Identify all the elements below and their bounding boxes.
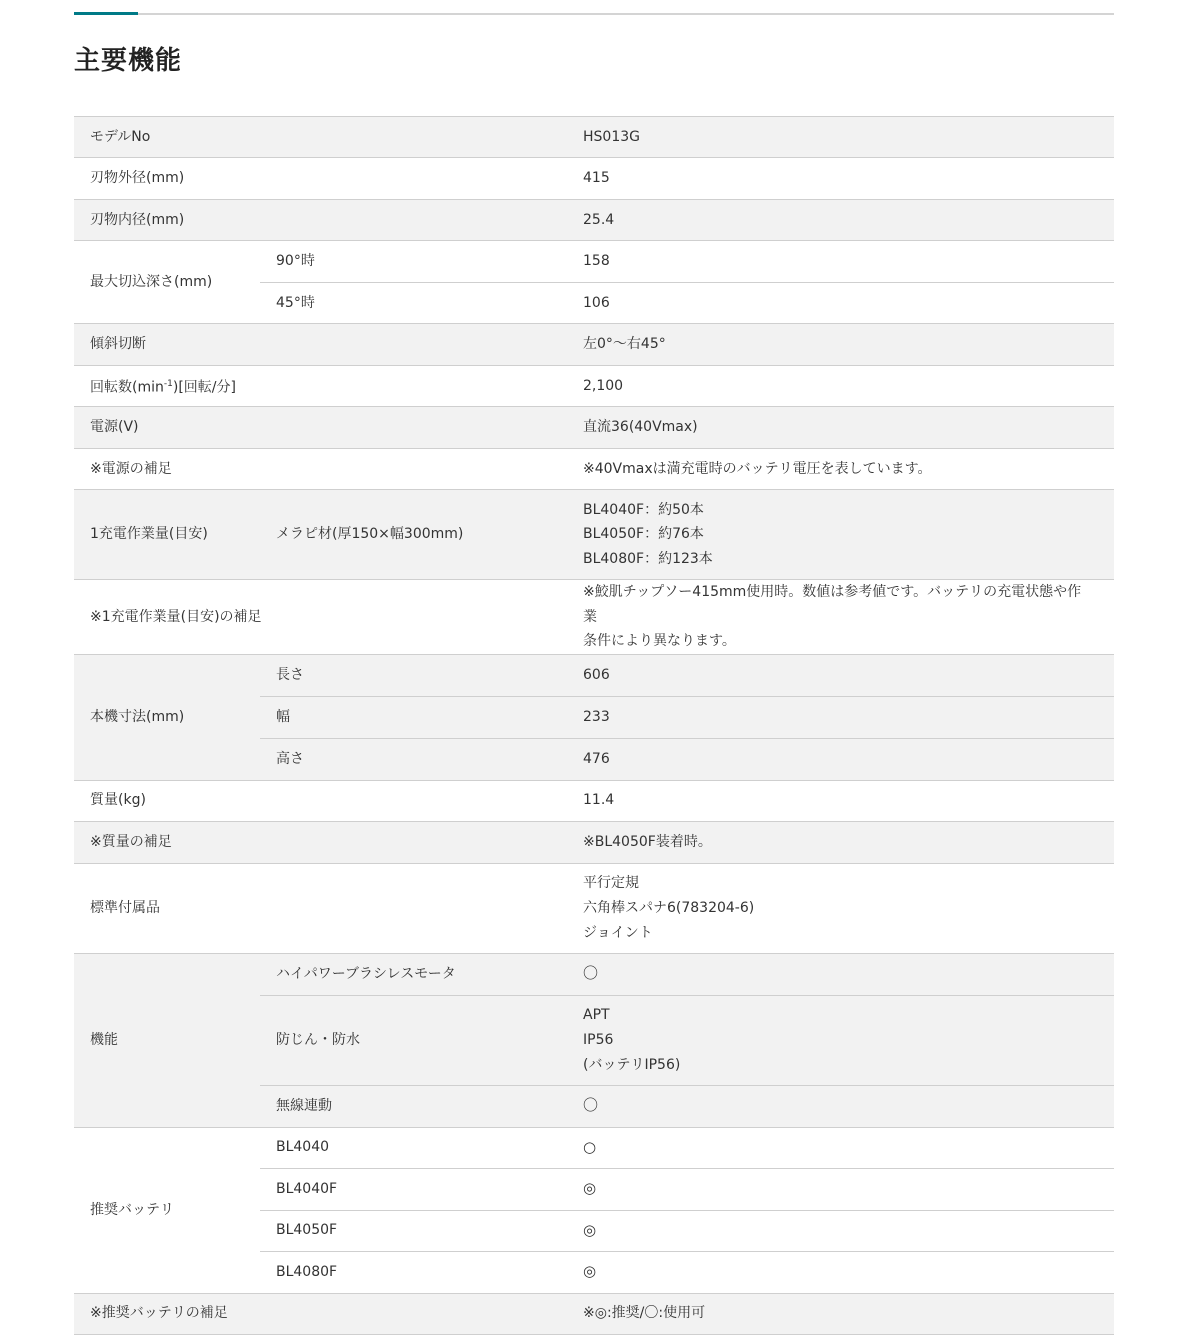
section-accent-bar [74,12,138,15]
row-value [567,863,1114,953]
row-sublabel: メラピ材(厚150×幅300mm) [260,490,567,580]
row-sublabel: BL4040 [260,1127,567,1168]
row-sublabel: BL4050F [260,1210,567,1251]
table-row [74,490,1114,580]
row-label: 1充電作業量(目安) [74,490,260,580]
row-label: 標準付属品 [74,863,567,953]
value-line: APT [583,1007,610,1024]
row-sublabel: BL4040F [260,1168,567,1210]
value-line: ジョイント [583,924,653,941]
row-label [74,366,567,407]
table-row [74,821,1114,863]
spec-table [74,116,1114,1335]
value-line: ※鮫肌チップソー415mm使用時。数値は参考値です。バッテリの充電状態や作業 [583,584,1082,625]
row-sublabel: 長さ [260,654,567,696]
table-row [74,654,1114,696]
table-row [74,241,1114,283]
row-sublabel: 無線連動 [260,1085,567,1127]
row-label: 傾斜切断 [74,324,567,366]
row-sublabel: BL4080F [260,1251,567,1293]
value-symbol: ◎ [583,1179,597,1198]
row-label: ※1充電作業量(目安)の補足 [74,580,567,655]
row-value: ※BL4050F装着時。 [567,821,1114,863]
rpm-label-head: 回転数(min [90,379,164,396]
value-symbol: 〇 [583,964,599,983]
row-value [567,580,1114,655]
row-value: 直流36(40Vmax) [567,407,1114,449]
row-label: モデルNo [74,117,567,158]
table-row [74,780,1114,821]
table-row [74,158,1114,200]
section-divider [74,13,1114,15]
row-sublabel: 90°時 [260,241,567,283]
table-row [74,407,1114,449]
row-value: 11.4 [567,780,1114,821]
row-value: 606 [567,654,1114,696]
row-sublabel: 防じん・防水 [260,995,567,1085]
row-value [567,1210,1114,1251]
table-row [74,1127,1114,1168]
row-value [567,953,1114,995]
value-line: 条件により異なります。 [583,633,736,650]
row-label: ※電源の補足 [74,449,567,490]
row-value: HS013G [567,117,1114,158]
row-sublabel: 高さ [260,738,567,780]
value-line: (バッテリIP56) [583,1056,681,1073]
row-value: 106 [567,283,1114,324]
row-value [567,1127,1114,1168]
row-value: 左0°～右45° [567,324,1114,366]
table-row [74,863,1114,953]
row-value: ※40Vmaxは満充電時のバッテリ電圧を表しています。 [567,449,1114,490]
row-label: 電源(V) [74,407,567,449]
table-row [74,117,1114,158]
row-label: 本機寸法(mm) [74,654,260,780]
table-row [74,200,1114,241]
table-row [74,449,1114,490]
row-label: 機能 [74,953,260,1127]
row-value: ※◎:推奨/〇:使用可 [567,1293,1114,1334]
row-value [567,995,1114,1085]
row-value: 415 [567,158,1114,200]
row-label: 刃物内径(mm) [74,200,567,241]
value-line: BL4080F：約123本 [583,550,713,567]
value-line: BL4040F：約50本 [583,501,704,518]
value-line: 平行定規 [583,875,639,892]
table-row [74,953,1114,995]
row-value [567,1251,1114,1293]
value-line: IP56 [583,1031,614,1048]
row-sublabel: 幅 [260,696,567,738]
value-line: BL4050F：約76本 [583,526,704,543]
table-row [74,324,1114,366]
row-value [567,490,1114,580]
row-label: 質量(kg) [74,780,567,821]
row-value [567,1168,1114,1210]
section-title: 主要機能 [74,46,183,76]
value-symbol: ◎ [583,1220,597,1239]
value-symbol: ◎ [583,1262,597,1281]
row-value: 476 [567,738,1114,780]
value-symbol: 〇 [583,1096,599,1115]
row-value: 158 [567,241,1114,283]
row-label: ※推奨バッテリの補足 [74,1293,567,1334]
row-sublabel: ハイパワーブラシレスモータ [260,953,567,995]
row-label: 推奨バッテリ [74,1127,260,1293]
row-value: 233 [567,696,1114,738]
row-value: 2,100 [567,366,1114,407]
rpm-label-tail: )[回転/分] [172,379,236,396]
row-label: 刃物外径(mm) [74,158,567,200]
table-row [74,580,1114,655]
row-value: 25.4 [567,200,1114,241]
row-value [567,1085,1114,1127]
row-label: ※質量の補足 [74,821,567,863]
table-row [74,366,1114,407]
rpm-label-sup: -1 [163,378,173,389]
row-sublabel: 45°時 [260,283,567,324]
table-row [74,1293,1114,1334]
value-symbol: ○ [583,1137,597,1156]
value-line: 六角棒スパナ6(783204-6) [583,899,755,916]
row-label: 最大切込深さ(mm) [74,241,260,324]
